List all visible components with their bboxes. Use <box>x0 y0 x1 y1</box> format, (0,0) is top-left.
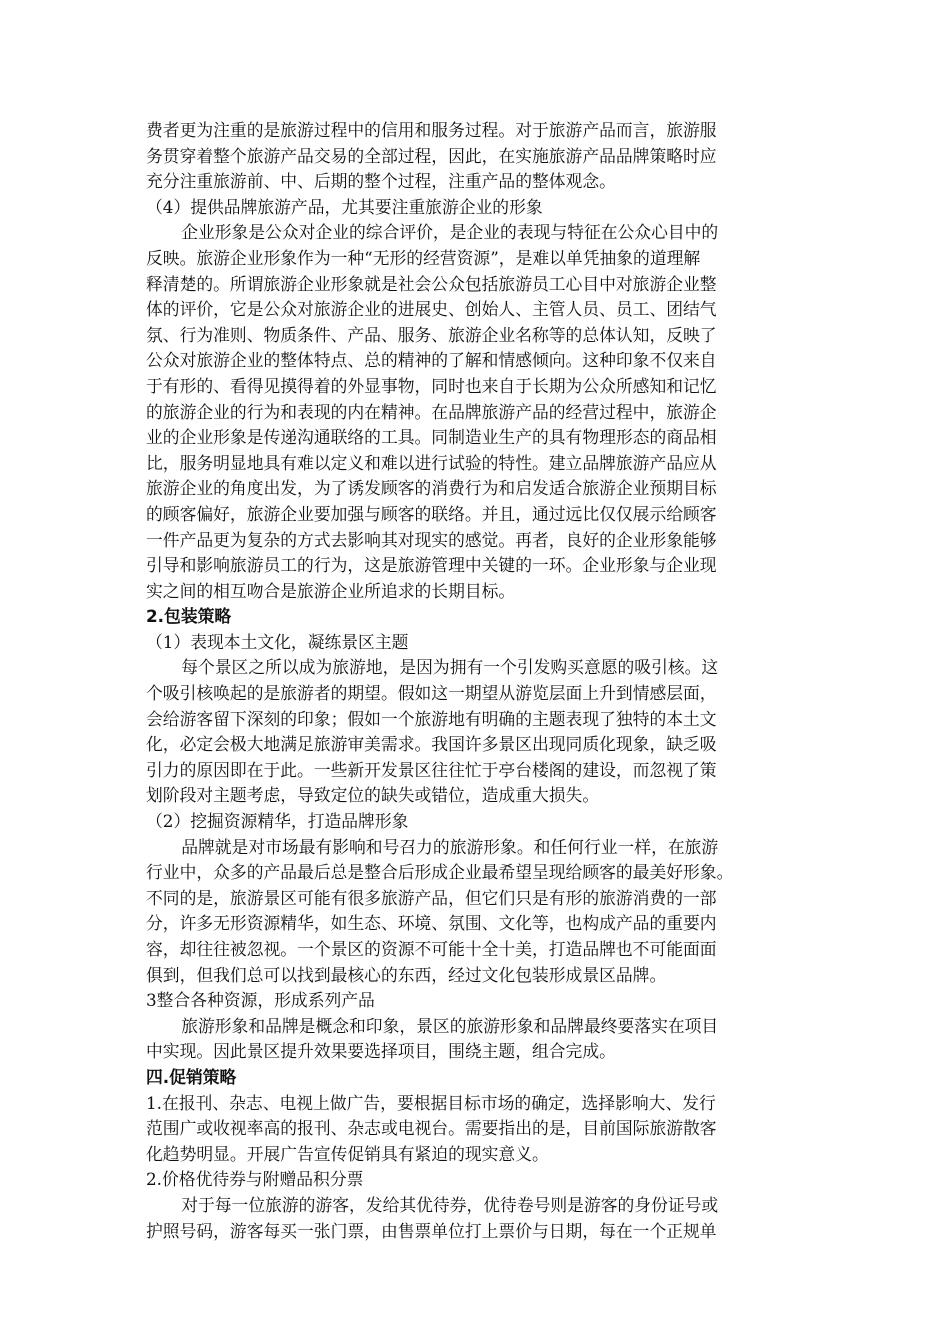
text-line: 于有形的、看得见摸得着的外显事物，同时也来自于长期为公众所感知和记忆 <box>146 375 717 396</box>
text-line: 的顾客偏好，旅游企业要加强与顾客的联络。并且，通过远比仅仅展示给顾客 <box>146 503 717 524</box>
text-line: 充分注重旅游前、中、后期的整个过程，注重产品的整体观念。 <box>146 171 616 192</box>
text-line: 化，必定会极大地满足旅游审美需求。我国许多景区出现同质化现象，缺乏吸 <box>146 734 717 755</box>
text-line: 1.在报刊、杂志、电视上做广告，要根据目标市场的确定，选择影响大、发行 <box>146 1092 716 1113</box>
text-line: 的旅游企业的行为和表现的内在精神。在品牌旅游产品的经营过程中，旅游企 <box>146 401 717 422</box>
text-line: 氛、行为准则、物质条件、产品、服务、旅游企业名称等的总体认知，反映了 <box>146 324 717 345</box>
text-line: 对于每一位旅游的游客，发给其优待券，优待卷号则是游客的身份证号或 <box>181 1194 719 1215</box>
text-line: 俱到，但我们总可以找到最核心的东西，经过文化包装形成景区品牌。 <box>146 964 667 985</box>
text-line: 护照号码，游客每买一张门票，由售票单位打上票价与日期，每在一个正规单 <box>146 1220 717 1241</box>
text-line: 容，却往往被忽视。一个景区的资源不可能十全十美，打造品牌也不可能面面 <box>146 939 717 959</box>
text-line: 每个景区之所以成为旅游地，是因为拥有一个引发购买意愿的吸引核。这 <box>181 657 719 678</box>
section-heading: 四.促销策略 <box>146 1066 237 1087</box>
text-line: 旅游企业的角度出发，为了诱发顾客的消费行为和启发适合旅游企业预期目标 <box>146 478 717 499</box>
text-line: 费者更为注重的是旅游过程中的信用和服务过程。对于旅游产品而言，旅游服 <box>146 120 717 140</box>
text-line: （4）提供品牌旅游产品，尤其要注重旅游企业的形象 <box>146 196 543 217</box>
text-line: 务贯穿着整个旅游产品交易的全部过程，因此，在实施旅游产品品牌策略时应 <box>146 145 717 166</box>
document-page <box>146 118 806 1244</box>
text-line: 引导和影响旅游员工的行为，这是旅游管理中关键的一环。企业形象与企业现 <box>146 555 717 576</box>
text-line: （1）表现本土文化，凝练景区主题 <box>146 631 409 652</box>
text-line: 实之间的相互吻合是旅游企业所追求的长期目标。 <box>146 580 516 601</box>
text-line: 化趋势明显。开展广告宣传促销具有紧迫的现实意义。 <box>146 1143 549 1164</box>
text-line: 释清楚的。所谓旅游企业形象就是社会公众包括旅游员工心目中对旅游企业整 <box>146 273 717 294</box>
text-line: 引力的原因即在于此。一些新开发景区往往忙于亭台楼阁的建设，而忽视了策 <box>146 759 717 780</box>
text-line: 分，许多无形资源精华，如生态、环境、氛围、文化等，也构成产品的重要内 <box>146 913 717 934</box>
text-line: 范围广或收视率高的报刊、杂志或电视台。需要指出的是，目前国际旅游散客 <box>146 1118 717 1139</box>
text-line: 个吸引核唤起的是旅游者的期望。假如这一期望从游览层面上升到情感层面， <box>146 683 717 704</box>
text-line: 会给游客留下深刻的印象；假如一个旅游地有明确的主题表现了独特的本土文 <box>146 708 717 729</box>
text-line: 公众对旅游企业的整体特点、总的精神的了解和情感倾向。这种印象不仅来自 <box>146 350 717 371</box>
section-heading: 2.包装策略 <box>146 606 232 627</box>
text-line: 一件产品更为复杂的方式去影响其对现实的感觉。再者，良好的企业形象能够 <box>146 529 717 550</box>
text-line: 行业中，众多的产品最后总是整合后形成企业最希望呈现给顾客的最美好形象。 <box>146 862 734 883</box>
text-line: （2）挖掘资源精华，打造品牌形象 <box>146 811 409 832</box>
text-line: 中实现。因此景区提升效果要选择项目，围绕主题，组合完成。 <box>146 1041 616 1062</box>
text-line: 品牌就是对市场最有影响和号召力的旅游形象。和任何行业一样，在旅游 <box>181 836 719 857</box>
text-line: 3整合各种资源，形成系列产品 <box>146 990 375 1011</box>
text-line: 业的企业形象是传递沟通联络的工具。同制造业生产的具有物理形态的商品相 <box>146 427 717 448</box>
text-line: 划阶段对主题考虑，导致定位的缺失或错位，造成重大损失。 <box>146 785 600 806</box>
text-line: 2.价格优待券与附赠品积分票 <box>146 1169 364 1190</box>
text-line: 不同的是，旅游景区可能有很多旅游产品，但它们只是有形的旅游消费的一部 <box>146 887 717 908</box>
text-line: 企业形象是公众对企业的综合评价，是企业的表现与特征在公众心目中的 <box>181 222 719 243</box>
text-line: 体的评价，它是公众对旅游企业的进展史、创始人、主管人员、员工、团结气 <box>146 299 717 320</box>
text-line: 旅游形象和品牌是概念和印象，景区的旅游形象和品牌最终要落实在项目 <box>181 1015 719 1036</box>
text-line: 反映。旅游企业形象作为一种“无形的经营资源”，是难以单凭抽象的道理解 <box>146 247 701 268</box>
text-line: 比，服务明显地具有难以定义和难以进行试验的特性。建立品牌旅游产品应从 <box>146 452 717 473</box>
